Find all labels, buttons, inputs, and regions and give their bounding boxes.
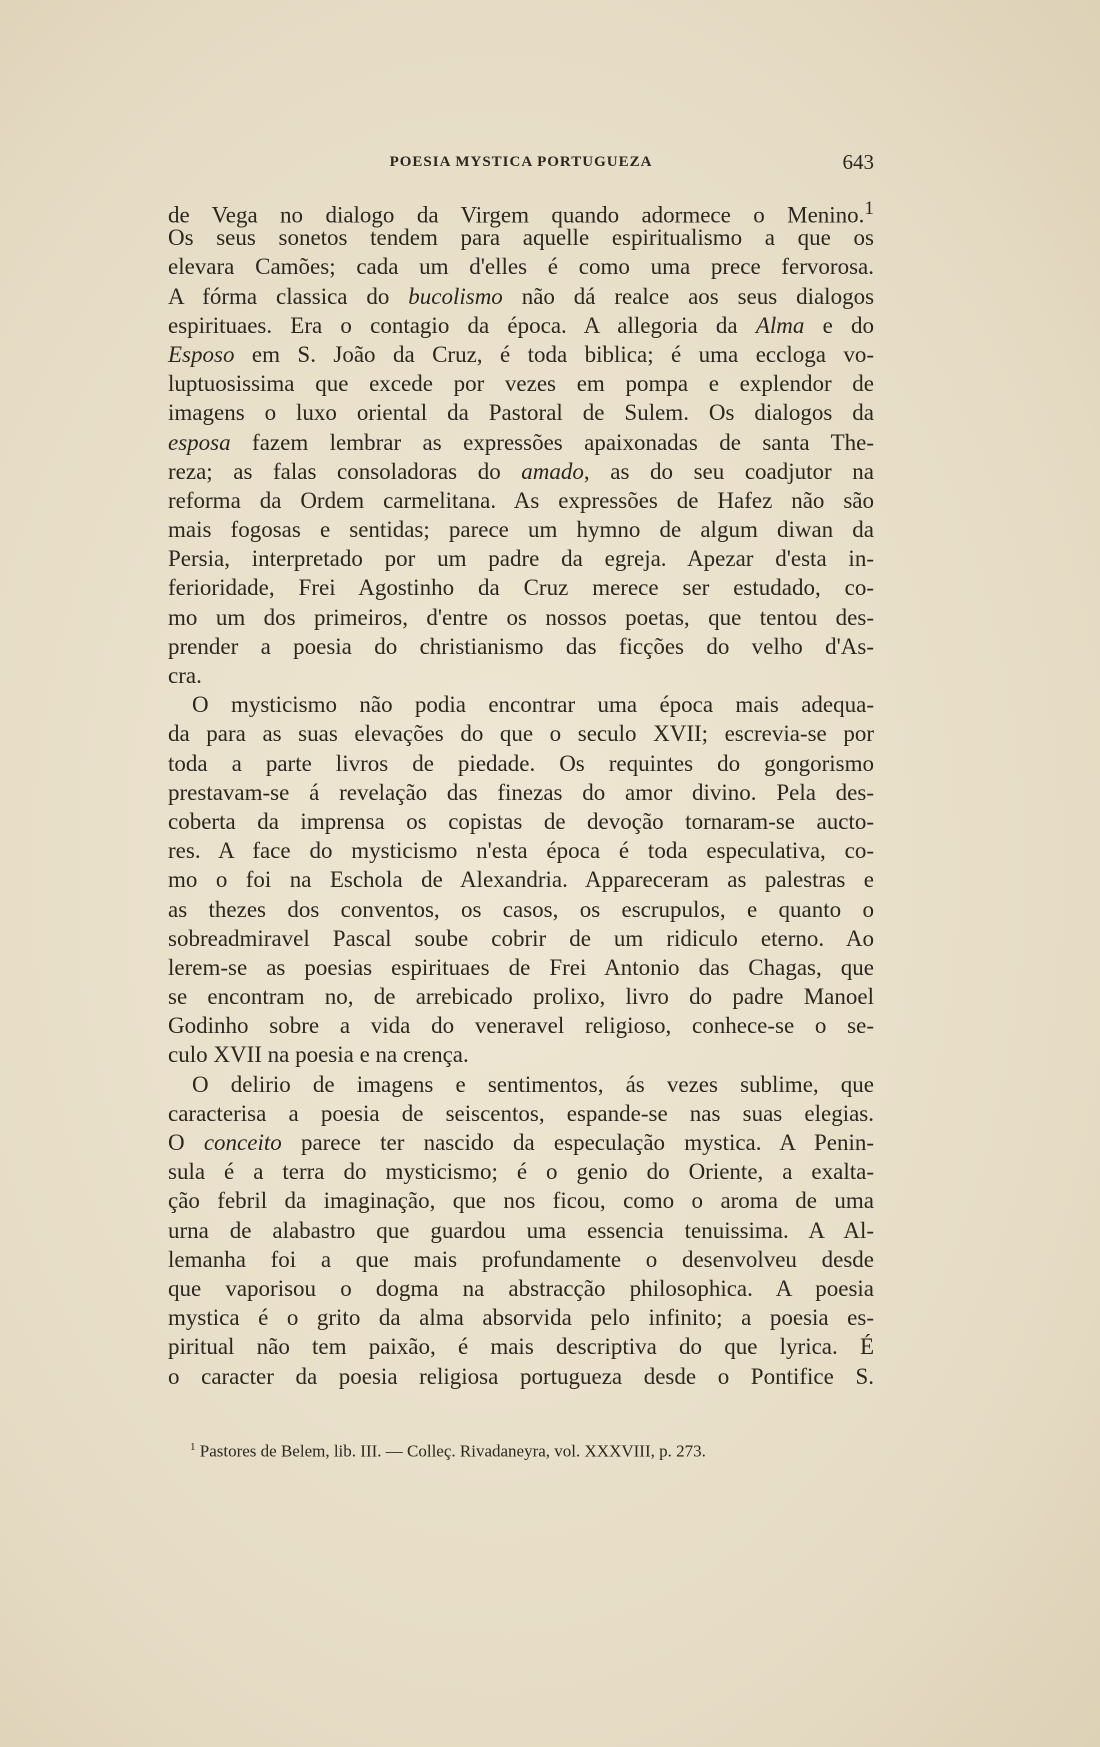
text-line: o caracter da poesia religiosa portugueza desde o Pontifice S. (168, 1363, 874, 1389)
italic-term: Esposo (168, 341, 235, 367)
text-line: mo o foi na Eschola de Alexandria. Appareceram as palestras e (168, 867, 874, 893)
text-line: lemanha foi a que mais profundamente o desenvolveu desde (168, 1246, 874, 1272)
text-line: luptuosissima que excede por vezes em pompa e explendor de (168, 371, 874, 397)
text-line: A fórma classica do bucolismo não dá realce aos seus dialogos (168, 283, 875, 309)
text-line: imagens o luxo oriental da Pastoral de Sulem. Os dialogos da (168, 400, 874, 426)
text-line: lerem-se as poesias espirituaes de Frei Antonio das Chagas, que (168, 954, 874, 980)
text-line: O delirio de imagens e sentimentos, ás vezes sublime, que (192, 1071, 874, 1097)
text-line: ferioridade, Frei Agostinho da Cruz merece ser estudado, co- (168, 575, 874, 601)
footnote-reference: 1 (864, 198, 874, 219)
text-line: piritual não tem paixão, é mais descriptiva do que lyrica. É (168, 1334, 874, 1360)
text-line: reforma da Ordem carmelitana. As expressões de Hafez não são (168, 487, 874, 513)
text-line: coberta da imprensa os copistas de devoção tornaram-se aucto- (168, 808, 874, 834)
text-line: as thezes dos conventos, os casos, os escrupulos, e quanto o (168, 896, 874, 922)
text-line: Os seus sonetos tendem para aquelle espiritualismo a que os (168, 225, 874, 251)
text-line: sobreadmiravel Pascal soube cobrir de um ridiculo eterno. Ao (168, 925, 874, 951)
footnote-text: Pastores de Belem, lib. III. — Colleç. Rivadaneyra, vol. XXXVIII, p. 273. (199, 1441, 706, 1461)
footnote-marker: 1 (190, 1441, 196, 1453)
italic-term: amado (521, 458, 584, 484)
text-line: O conceito parece ter nascido da especulação mystica. A Penin- (168, 1130, 875, 1155)
text-line: espirituaes. Era o contagio da época. A allegoria da Alma e do (168, 312, 874, 338)
text-line: prestavam-se á revelação das finezas do amor divino. Pela des- (168, 779, 874, 805)
body-text (168, 194, 874, 1391)
text-line: sula é a terra do mysticismo; é o genio do Oriente, a exalta- (168, 1159, 874, 1185)
text-line: urna de alabastro que guardou uma essencia tenuissima. A Al- (168, 1217, 874, 1243)
text-line: culo XVII na poesia e na crença. (168, 1042, 469, 1068)
text-line: Godinho sobre a vida do veneravel religioso, conhece-se o se- (168, 1013, 874, 1039)
text-line: mais fogosas e sentidas; parece um hymno de algum diwan da (168, 517, 874, 543)
text-line: que vaporisou o dogma na abstracção philosophica. A poesia (168, 1275, 874, 1301)
text-line: cra. (168, 663, 202, 688)
text-line: elevara Camões; cada um d'elles é como uma prece fervorosa. (168, 254, 874, 280)
text-line: da para as suas elevações do que o seculo XVII; escrevia-se por (168, 721, 874, 747)
italic-term: esposa (168, 429, 231, 455)
text-line: ção febril da imaginação, que nos ficou, como o aroma de uma (168, 1188, 874, 1214)
text-line: se encontram no, de arrebicado prolixo, livro do padre Manoel (168, 984, 874, 1010)
text-line: mystica é o grito da alma absorvida pelo infinito; a poesia es- (168, 1305, 874, 1331)
text-line: esposa fazem lembrar as expressões apaixonadas de santa The- (168, 429, 874, 455)
page-number: 643 (842, 150, 874, 174)
text-line: Esposo em S. João da Cruz, é toda biblica; é uma eccloga vo- (168, 341, 875, 367)
italic-term: Alma (755, 312, 805, 338)
footnote (190, 1441, 870, 1462)
text-line: de Vega no dialogo da Virgem quando adormece o Menino.$^1$ (168, 198, 874, 228)
text-line: O mysticismo não podia encontrar uma época mais adequa- (192, 692, 874, 718)
text-line: Persia, interpretado por um padre da egreja. Apezar d'esta in- (168, 546, 874, 572)
running-title: POESIA MYSTICA PORTUGUEZA (389, 154, 653, 170)
text-line: res. A face do mysticismo n'esta época é toda especulativa, co- (168, 838, 874, 864)
text-line: prender a poesia do christianismo das ficções do velho d'As- (168, 633, 874, 659)
italic-term: bucolismo (408, 283, 503, 309)
italic-term: conceito (203, 1130, 282, 1155)
page-header (168, 150, 874, 180)
text-line: caracterisa a poesia de seiscentos, espande-se nas suas elegias. (168, 1100, 874, 1126)
text-line: reza; as falas consoladoras do amado, as do seu coadjutor na (168, 458, 875, 484)
text-line: toda a parte livros de piedade. Os requintes do gongorismo (168, 750, 874, 776)
text-line: mo um dos primeiros, d'entre os nossos poetas, que tentou des- (168, 604, 874, 630)
